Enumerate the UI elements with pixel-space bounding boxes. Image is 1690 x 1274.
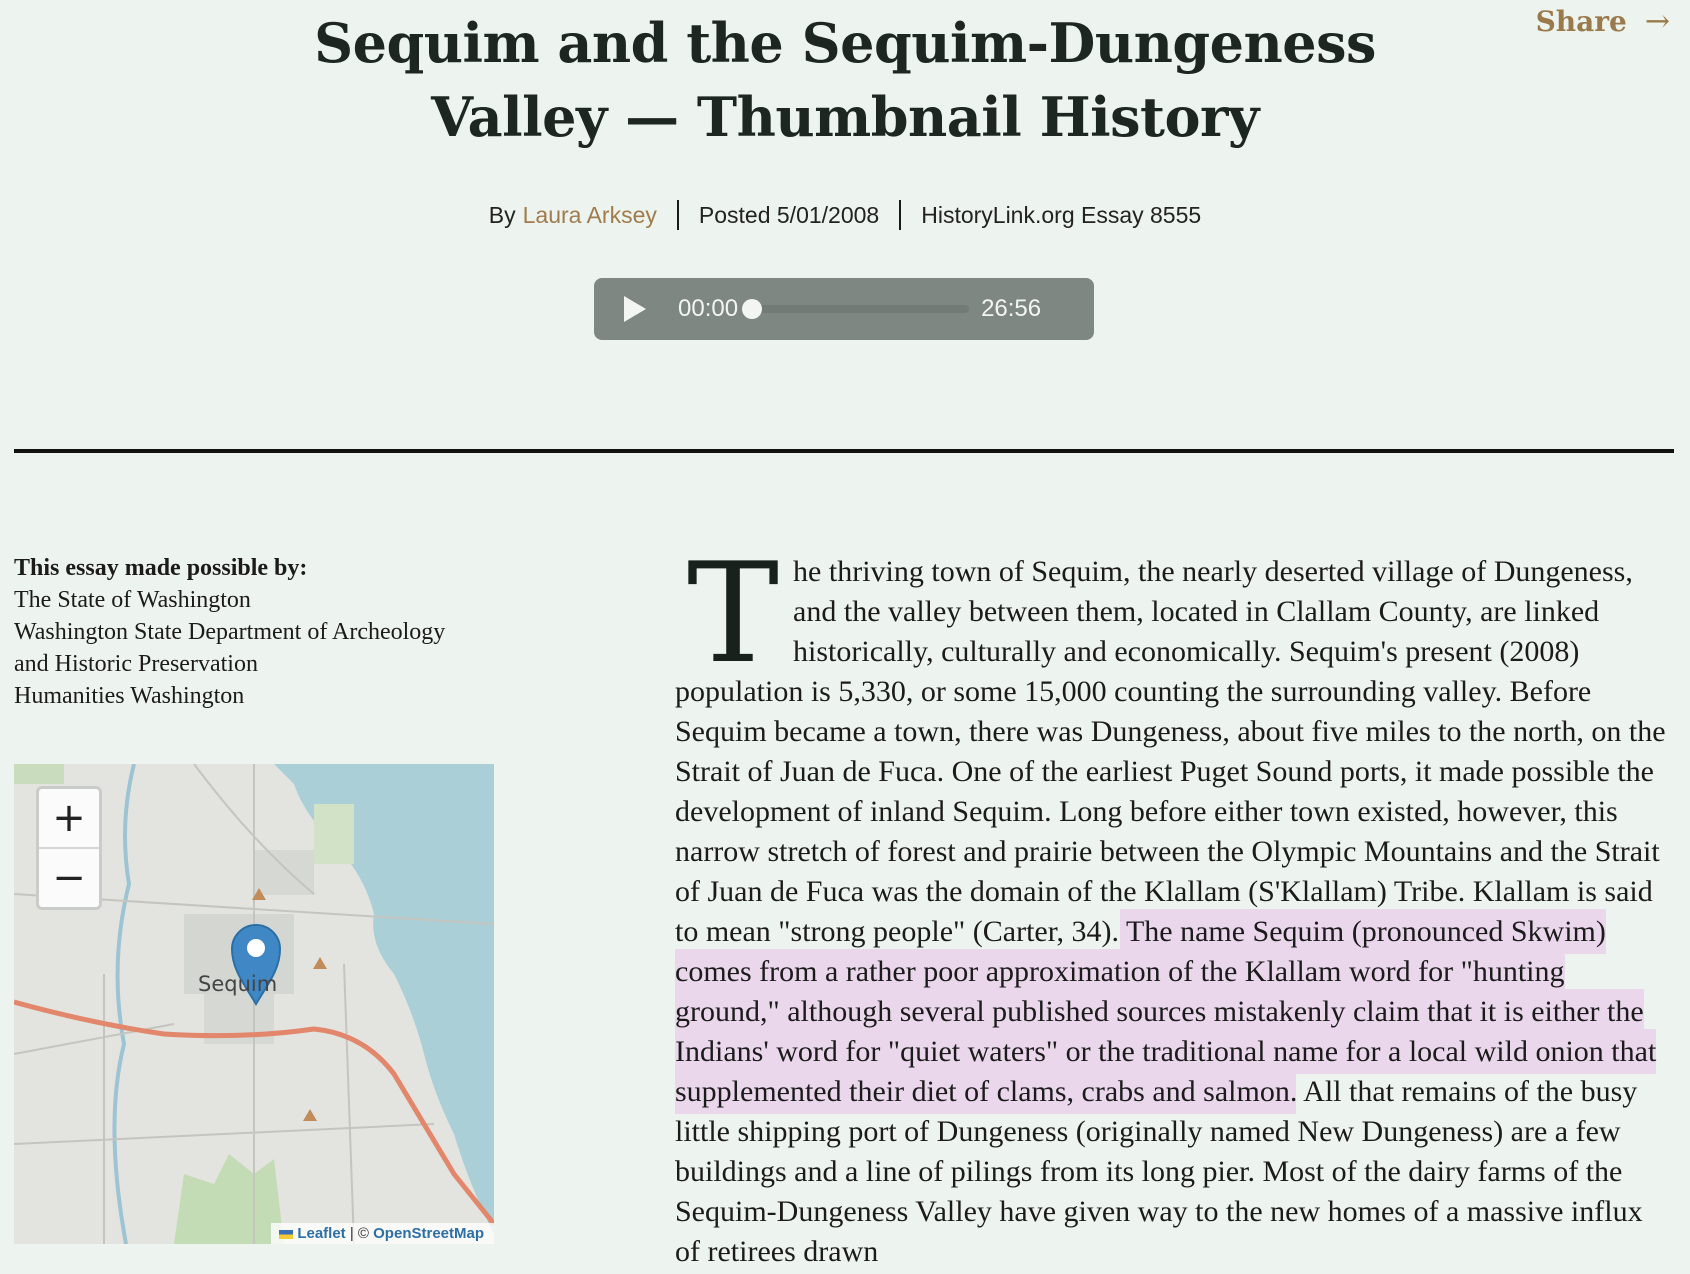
- map-park: [314, 804, 354, 864]
- sponsor-item: Humanities Washington: [14, 683, 245, 709]
- arrow-right-icon: →: [1644, 4, 1670, 39]
- attribution-separator: | ©: [345, 1225, 374, 1242]
- article-text-continued: . All that remains of the busy little shipping port of Dungeness (originally named New Dungeness) are a few buildings and a line of pilings from its long pier. Most of the dairy farms of the Sequim-Dungeness Valley have given way to the new homes of a massive influx of retirees drawn: [675, 1075, 1643, 1268]
- sponsor-item: and Historic Preservation: [14, 651, 258, 677]
- article-text: he thriving town of Sequim, the nearly deserted village of Dungeness, and the valley between them, located in Clallam County, are linked historically, culturally and economically. Sequim's present (2008) population is 5,330, or some 15,000 counting the surrounding valley. Before Sequim became a town, there was Dungeness, about five miles to the north, on the Strait of Juan de Fuca. One of the earliest Puget Sound ports, it made possible the development of inland Sequim. Long before either town existed, however, this narrow stretch of forest and prairie between the Olympic Mountains and the Strait of Juan de Fuca was the domain of the Klallam (S'Klallam) Tribe. Klallam is said to mean "strong people" (Carter, 34).: [675, 555, 1666, 948]
- page-title: [0, 6, 1690, 154]
- sponsor-item: Washington State Department of Archeology: [14, 619, 446, 645]
- posted-date: Posted 5/01/2008: [698, 201, 880, 228]
- leaflet-link[interactable]: Leaflet: [297, 1225, 346, 1242]
- share-label: Share: [1535, 5, 1627, 38]
- by-label: By: [488, 201, 516, 228]
- zoom-out-button[interactable]: −: [52, 855, 86, 901]
- sponsors-block: [14, 552, 494, 712]
- author-link[interactable]: Laura Arksey: [522, 201, 657, 228]
- sponsor-item: The State of Washington: [14, 587, 251, 613]
- ukraine-flag-icon: [279, 1230, 293, 1239]
- meta-divider: [677, 200, 679, 230]
- map-park: [14, 764, 64, 784]
- highlighted-text: The name Sequim (pronounced Skwim) comes from a rather poor approximation of the Klallam word for "hunting ground," although several published sources mistakenly claim that it is either the Indians' word for "quiet waters" or the traditional name for a local wild onion that supplemented their diet of clams, crabs and salmon: [675, 915, 1657, 1108]
- drop-cap: T: [687, 533, 780, 694]
- title-line-2: Valley — Thumbnail History: [431, 85, 1259, 149]
- title-line-1: Sequim and the Sequim-Dungeness: [314, 11, 1376, 75]
- audio-player: [594, 278, 1094, 340]
- sponsors-heading: This essay made possible by:: [14, 555, 308, 581]
- seek-handle[interactable]: [742, 299, 762, 319]
- duration: 26:56: [981, 295, 1042, 322]
- essay-number: HistoryLink.org Essay 8555: [921, 201, 1202, 228]
- article-meta: [0, 200, 1690, 230]
- map-attribution: [271, 1223, 494, 1244]
- meta-divider: [899, 200, 901, 230]
- location-map[interactable]: [14, 764, 494, 1244]
- seek-bar[interactable]: [744, 305, 969, 313]
- section-divider: [14, 449, 1674, 453]
- current-time: 00:00: [678, 295, 739, 322]
- map-place-label: Sequim: [198, 972, 278, 996]
- article-body: [675, 533, 1675, 1272]
- map-builtup: [254, 850, 314, 895]
- zoom-in-button[interactable]: +: [39, 789, 99, 849]
- osm-link[interactable]: OpenStreetMap: [373, 1225, 484, 1242]
- play-icon[interactable]: [624, 296, 646, 322]
- zoom-control: [36, 786, 102, 910]
- share-button[interactable]: [1536, 4, 1670, 39]
